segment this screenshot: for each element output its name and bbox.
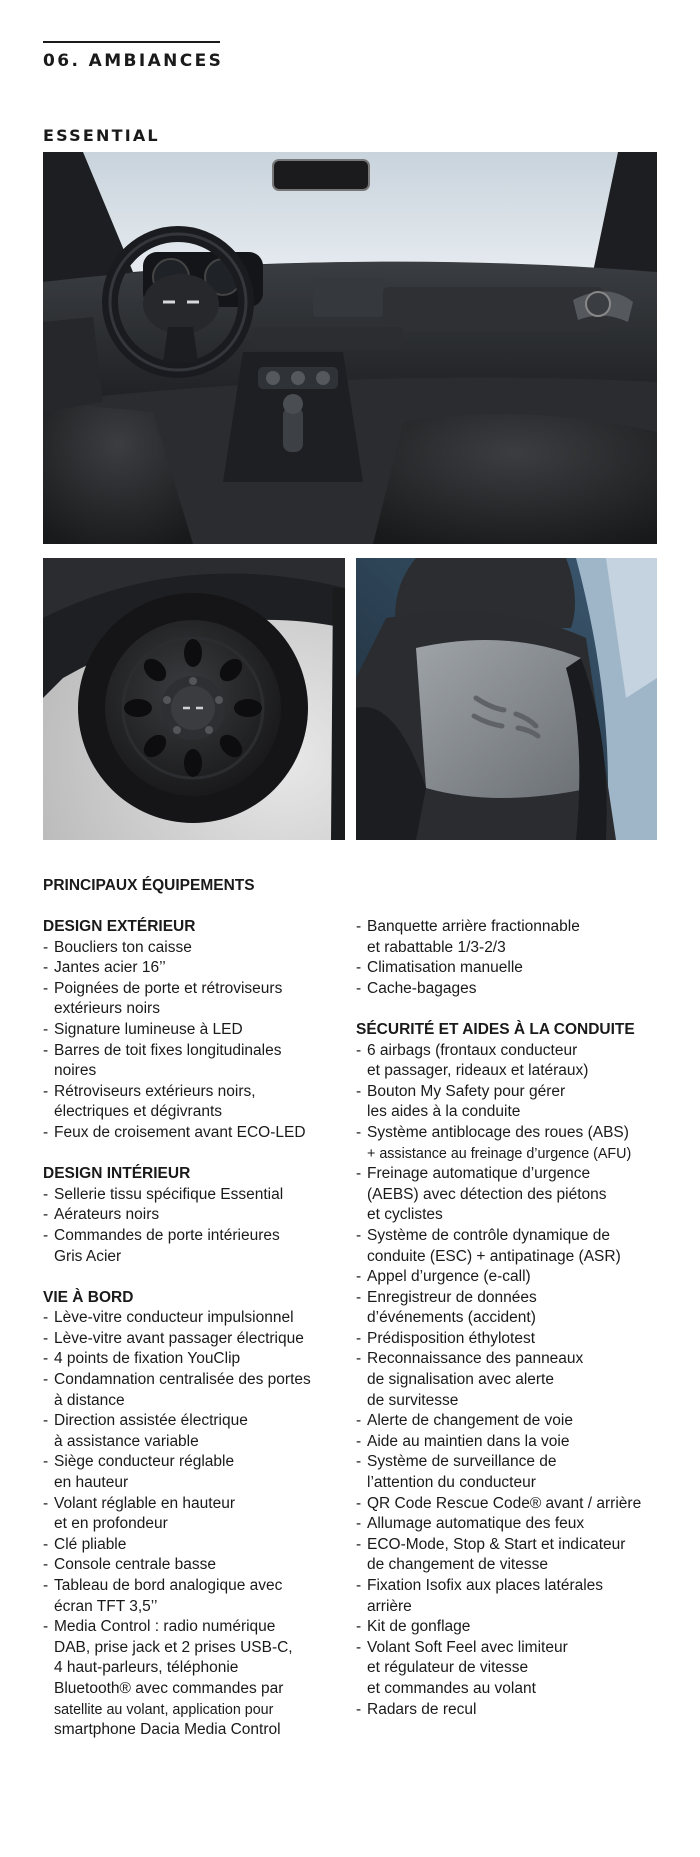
equipment-item-line: électriques et dégivrants	[54, 1103, 223, 1121]
equipment-item	[43, 1082, 353, 1123]
bullet-dash: -	[43, 1329, 49, 1347]
interior-dashboard-photo	[43, 152, 657, 544]
bullet-dash: -	[356, 1638, 362, 1656]
bullet-dash: -	[356, 1453, 362, 1471]
equipment-item-line: Système de contrôle dynamique de	[367, 1226, 610, 1244]
equipment-item-line: de changement de vitesse	[367, 1556, 548, 1574]
equipment-item-line: arrière	[367, 1597, 412, 1615]
equipment-item	[43, 938, 353, 959]
equipment-item	[356, 1576, 656, 1617]
bullet-dash: -	[356, 1432, 362, 1450]
equipment-item-line: Lève-vitre avant passager électrique	[54, 1329, 304, 1347]
bullet-dash: -	[43, 1123, 49, 1141]
equipment-item	[356, 1411, 656, 1432]
equipment-item-line: à assistance variable	[54, 1432, 199, 1450]
bullet-dash: -	[356, 1165, 362, 1183]
equipment-item-line: et régulateur de vitesse	[367, 1659, 529, 1677]
equipment-item-line: Media Control : radio numérique	[54, 1618, 276, 1636]
equipment-group	[356, 917, 656, 999]
section-title: 06. AMBIANCES	[43, 51, 224, 71]
equipment-item-line: Freinage automatique d’urgence	[367, 1165, 591, 1183]
equipment-item-line: les aides à la conduite	[367, 1103, 521, 1121]
bullet-dash: -	[356, 1226, 362, 1244]
equipment-item-line: DAB, prise jack et 2 prises USB-C,	[54, 1638, 293, 1656]
equipment-item-line: Aérateurs noirs	[54, 1206, 160, 1224]
equipment-item-line: d’événements (accident)	[367, 1309, 536, 1327]
equipment-item	[356, 1535, 656, 1576]
equipment-item-line: + assistance au freinage d’urgence (AFU)	[367, 1145, 632, 1162]
bullet-dash: -	[43, 1412, 49, 1430]
bullet-dash: -	[356, 1700, 362, 1718]
bullet-dash: -	[356, 1123, 362, 1141]
equipment-item-line: 6 airbags (frontaux conducteur	[367, 1041, 578, 1059]
equipment-item-line: en hauteur	[54, 1474, 129, 1492]
equipment-item	[356, 979, 656, 1000]
equipment-item-line: Prédisposition éthylotest	[367, 1329, 536, 1347]
bullet-dash: -	[356, 959, 362, 977]
bullet-dash: -	[43, 1185, 49, 1203]
equipment-item	[356, 1123, 656, 1164]
equipment-item-line: de survitesse	[367, 1391, 459, 1409]
equipment-item-line: et passager, rideaux et latéraux)	[367, 1062, 589, 1080]
equipment-item-line: à distance	[54, 1391, 125, 1409]
equipment-item-line: Barres de toit fixes longitudinales	[54, 1041, 282, 1059]
equipment-group	[43, 1164, 353, 1267]
equipment-item-line: Direction assistée électrique	[54, 1412, 248, 1430]
equipment-item-line: Lève-vitre conducteur impulsionnel	[54, 1309, 294, 1327]
equipment-item-line: Bouton My Safety pour gérer	[367, 1082, 566, 1100]
bullet-dash: -	[43, 959, 49, 977]
equipment-item-line: de signalisation avec alerte	[367, 1371, 554, 1389]
bullet-dash: -	[43, 1577, 49, 1594]
equipment-item-line: QR Code Rescue Code® avant / arrière	[367, 1494, 642, 1512]
equipment-item-line: Système de surveillance de	[367, 1453, 557, 1471]
equipment-category-heading: DESIGN INTÉRIEUR	[43, 1165, 191, 1183]
equipment-item	[43, 979, 353, 1020]
equipment-title: PRINCIPAUX ÉQUIPEMENTS	[43, 877, 255, 894]
equipment-item	[43, 1308, 353, 1329]
equipment-item-line: extérieurs noirs	[54, 1000, 160, 1018]
equipment-item	[43, 1205, 353, 1226]
equipment-item-line: Système antiblocage des roues (ABS)	[367, 1123, 629, 1141]
equipment-item-line: 4 haut-parleurs, téléphonie	[54, 1659, 239, 1677]
equipment-item	[43, 1494, 353, 1535]
equipment-item-line: Bluetooth® avec commandes par	[54, 1679, 284, 1697]
equipment-item-line: Radars de recul	[367, 1700, 477, 1718]
equipment-item	[43, 1535, 353, 1556]
equipment-item	[356, 1700, 656, 1721]
equipment-group	[43, 1288, 353, 1741]
equipment-item	[43, 958, 353, 979]
bullet-dash: -	[43, 979, 49, 997]
equipment-item	[43, 1617, 353, 1741]
equipment-item-line: Siège conducteur réglable	[54, 1453, 235, 1471]
equipment-item-line: Reconnaissance des panneaux	[367, 1350, 584, 1368]
bullet-dash: -	[43, 1618, 49, 1636]
equipment-item-line: et rabattable 1/3-2/3	[367, 938, 506, 956]
equipment-group	[43, 917, 353, 1144]
equipment-item-line: Volant réglable en hauteur	[54, 1494, 235, 1512]
bullet-dash: -	[43, 1556, 49, 1574]
equipment-item	[356, 1349, 656, 1411]
bullet-dash: -	[43, 1494, 49, 1512]
bullet-dash: -	[43, 1453, 49, 1471]
equipment-category-heading: DESIGN EXTÉRIEUR	[43, 918, 196, 935]
equipment-item-line: Sellerie tissu spécifique Essential	[54, 1185, 284, 1203]
equipment-item	[43, 1329, 353, 1350]
bullet-dash: -	[356, 1268, 362, 1286]
equipment-item-line: Climatisation manuelle	[367, 959, 523, 977]
equipment-item	[356, 1494, 656, 1515]
equipment-column-left	[43, 917, 353, 1741]
equipment-item	[356, 1452, 656, 1493]
bullet-dash: -	[356, 1535, 362, 1553]
bullet-dash: -	[356, 1412, 362, 1430]
equipment-item-line: et en profondeur	[54, 1515, 168, 1533]
equipment-item	[43, 1349, 353, 1370]
equipment-item-line: écran TFT 3,5’’	[54, 1597, 158, 1615]
trim-title: ESSENTIAL	[43, 126, 160, 145]
equipment-item	[43, 1041, 353, 1082]
equipment-item	[356, 1329, 656, 1350]
equipment-item	[43, 1370, 353, 1411]
equipment-item	[356, 1164, 656, 1226]
equipment-item-line: et commandes au volant	[367, 1679, 536, 1697]
section-rule	[43, 41, 220, 43]
equipment-item	[43, 1226, 353, 1267]
equipment-item	[43, 1185, 353, 1206]
equipment-item-line: Poignées de porte et rétroviseurs	[54, 979, 283, 997]
equipment-item-line: Boucliers ton caisse	[54, 938, 192, 956]
equipment-item-line: Gris Acier	[54, 1247, 122, 1265]
equipment-column-right	[356, 917, 656, 1720]
bullet-dash: -	[43, 1082, 49, 1100]
equipment-item-line: Cache-bagages	[367, 979, 477, 997]
bullet-dash: -	[356, 1618, 362, 1636]
equipment-item-line: Feux de croisement avant ECO-LED	[54, 1123, 306, 1141]
equipment-item-line: conduite (ESC) + antipatinage (ASR)	[367, 1247, 621, 1265]
equipment-item-line: et cyclistes	[367, 1206, 443, 1224]
equipment-item	[43, 1576, 353, 1617]
equipment-item-line: l’attention du conducteur	[367, 1474, 536, 1492]
equipment-item	[43, 1020, 353, 1041]
bullet-dash: -	[356, 918, 362, 935]
equipment-item-line: Commandes de porte intérieures	[54, 1226, 280, 1244]
bullet-dash: -	[356, 1494, 362, 1512]
bullet-dash: -	[356, 1041, 362, 1059]
bullet-dash: -	[43, 1020, 49, 1038]
equipment-item-line: Signature lumineuse à LED	[54, 1020, 243, 1038]
bullet-dash: -	[43, 1206, 49, 1224]
equipment-item-line: Kit de gonflage	[367, 1618, 471, 1636]
equipment-item	[43, 1123, 353, 1144]
equipment-item-line: (AEBS) avec détection des piétons	[367, 1185, 607, 1203]
equipment-group	[356, 1020, 656, 1720]
equipment-item-line: Fixation Isofix aux places latérales	[367, 1577, 604, 1594]
equipment-item-line: Console centrale basse	[54, 1556, 216, 1574]
equipment-item-line: Volant Soft Feel avec limiteur	[367, 1638, 568, 1656]
equipment-item	[43, 1452, 353, 1493]
bullet-dash: -	[356, 1515, 362, 1533]
equipment-item-line: Aide au maintien dans la voie	[367, 1432, 570, 1450]
equipment-item	[356, 1041, 656, 1082]
equipment-item	[43, 1411, 353, 1452]
bullet-dash: -	[356, 1577, 362, 1594]
bullet-dash: -	[356, 1082, 362, 1100]
bullet-dash: -	[43, 1226, 49, 1244]
bullet-dash: -	[356, 1288, 362, 1306]
equipment-item-line: satellite au volant, application pour	[54, 1701, 274, 1718]
bullet-dash: -	[356, 1329, 362, 1347]
equipment-item-line: noires	[54, 1062, 97, 1080]
equipment-item-line: ECO-Mode, Stop & Start et indicateur	[367, 1535, 626, 1553]
equipment-item	[356, 917, 656, 958]
equipment-item-line: Clé pliable	[54, 1535, 127, 1553]
bullet-dash: -	[43, 1041, 49, 1059]
equipment-item	[356, 1267, 656, 1288]
equipment-item-line: Jantes acier 16’’	[54, 959, 166, 977]
seat-upholstery-photo	[356, 558, 657, 840]
bullet-dash: -	[43, 1350, 49, 1368]
equipment-item	[356, 1617, 656, 1638]
equipment-item-line: Banquette arrière fractionnable	[367, 918, 580, 935]
bullet-dash: -	[43, 1309, 49, 1327]
equipment-item	[356, 1638, 656, 1700]
bullet-dash: -	[43, 1371, 49, 1389]
equipment-item-line: Tableau de bord analogique avec	[54, 1577, 283, 1594]
equipment-item	[43, 1555, 353, 1576]
equipment-item	[356, 1226, 656, 1267]
equipment-item	[356, 1514, 656, 1535]
equipment-item-line: 4 points de fixation YouClip	[54, 1350, 241, 1368]
equipment-item-line: Enregistreur de données	[367, 1288, 537, 1306]
equipment-item	[356, 958, 656, 979]
bullet-dash: -	[43, 938, 49, 956]
equipment-item-line: Allumage automatique des feux	[367, 1515, 585, 1533]
equipment-category-heading: SÉCURITÉ ET AIDES À LA CONDUITE	[356, 1020, 635, 1038]
equipment-item-line: Appel d’urgence (e-call)	[367, 1268, 531, 1286]
equipment-item	[356, 1288, 656, 1329]
equipment-item-line: Condamnation centralisée des portes	[54, 1371, 311, 1389]
bullet-dash: -	[356, 979, 362, 997]
equipment-item	[356, 1082, 656, 1123]
steel-wheel-photo	[43, 558, 345, 840]
equipment-item	[356, 1432, 656, 1453]
equipment-item-line: Rétroviseurs extérieurs noirs,	[54, 1082, 256, 1100]
equipment-item-line: smartphone Dacia Media Control	[54, 1721, 281, 1739]
equipment-category-heading: VIE À BORD	[43, 1288, 134, 1306]
equipment-item-line: Alerte de changement de voie	[367, 1412, 573, 1430]
bullet-dash: -	[356, 1350, 362, 1368]
bullet-dash: -	[43, 1535, 49, 1553]
